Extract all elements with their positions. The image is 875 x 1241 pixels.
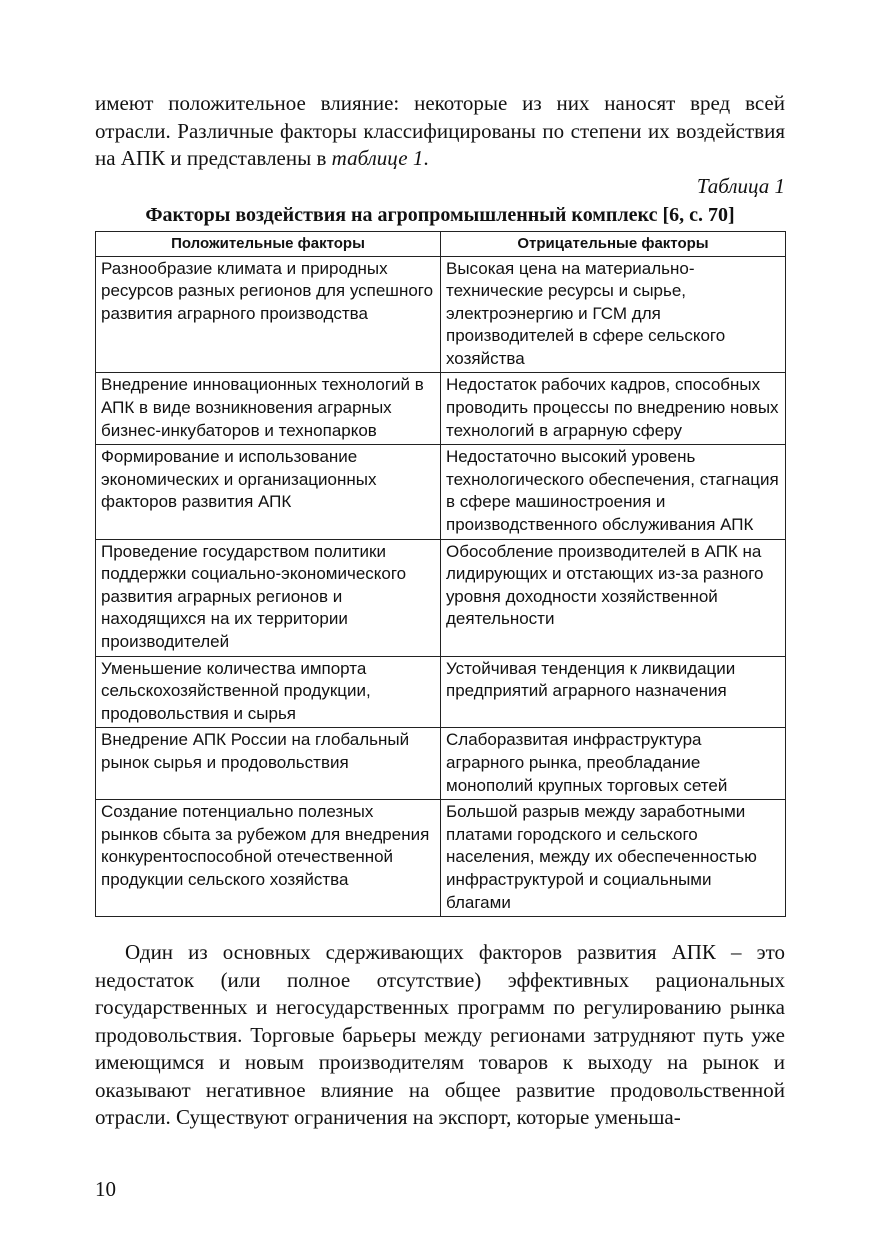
header-negative-factors: Отрицательные факторы bbox=[441, 231, 786, 256]
negative-factor-cell: Устойчивая тенденция к ликвидации предприятий аграрного назначения bbox=[441, 656, 786, 728]
negative-factor-cell: Высокая цена на материально-технические ресурсы и сырье, электроэнергию и ГСМ для производителей в сфере сельского хозяйства bbox=[441, 256, 786, 373]
intro-paragraph bbox=[95, 90, 785, 173]
intro-text-end: . bbox=[423, 146, 429, 170]
factors-table bbox=[95, 231, 786, 918]
table-row bbox=[96, 539, 786, 656]
table-row bbox=[96, 728, 786, 800]
positive-factor-cell: Уменьшение количества импорта сельскохозяйственной продукции, продовольствия и сырья bbox=[96, 656, 441, 728]
table-header-row bbox=[96, 231, 786, 256]
negative-factor-cell: Недостаток рабочих кадров, способных проводить процессы по внедрению новых технологий в аграрную сферу bbox=[441, 373, 786, 445]
positive-factor-cell: Формирование и использование экономических и организационных факторов развития АПК bbox=[96, 445, 441, 539]
positive-factor-cell: Создание потенциально полезных рынков сбыта за рубежом для внедрения конкурентоспособной отечественной продукции сельского хозяйства bbox=[96, 800, 441, 917]
table-row bbox=[96, 800, 786, 917]
table-reference: таблице 1 bbox=[331, 146, 424, 170]
negative-factor-cell: Слаборазвитая инфраструктура аграрного рынка, преобладание монополий крупных торговых сетей bbox=[441, 728, 786, 800]
table-label: Таблица 1 bbox=[696, 173, 785, 198]
table-row bbox=[96, 256, 786, 373]
positive-factor-cell: Внедрение АПК России на глобальный рынок сырья и продовольствия bbox=[96, 728, 441, 800]
table-row bbox=[96, 445, 786, 539]
table-title: Факторы воздействия на агропромышленный комплекс [6, с. 70] bbox=[145, 203, 735, 226]
body-paragraph: Один из основных сдерживающих факторов развития АПК – это недостаток (или полное отсутствие) эффективных рациональных государственных и негосударственных программ по регулированию рынка продовольствия. Торговые барьеры между регионами затрудняют путь уже имеющимся и новым производителям товаров к выходу на рынок и оказывают негативное влияние на общее развитие продовольственной отрасли. Существуют ограничения на экспорт, которые уменьша- bbox=[95, 940, 785, 1130]
positive-factor-cell: Проведение государством политики поддержки социально-экономического развития аграрных регионов и находящихся на их территории производителей bbox=[96, 539, 441, 656]
negative-factor-cell: Обособление производителей в АПК на лидирующих и отстающих из-за разного уровня доходности хозяйственной деятельности bbox=[441, 539, 786, 656]
table-row bbox=[96, 373, 786, 445]
positive-factor-cell: Разнообразие климата и природных ресурсов разных регионов для успешного развития аграрного производства bbox=[96, 256, 441, 373]
intro-text: имеют положительное влияние: некоторые из них наносят вред всей отрасли. Различные факторы классифицированы по степени их воздействия на АПК и представлены в bbox=[95, 91, 785, 170]
negative-factor-cell: Большой разрыв между заработными платами городского и сельского населения, между их обеспеченностью инфраструктурой и социальными благами bbox=[441, 800, 786, 917]
header-positive-factors: Положительные факторы bbox=[96, 231, 441, 256]
page-content bbox=[95, 90, 785, 1132]
negative-factor-cell: Недостаточно высокий уровень технологического обеспечения, стагнация в сфере машиностроения и производственного обслуживания АПК bbox=[441, 445, 786, 539]
positive-factor-cell: Внедрение инновационных технологий в АПК в виде возникновения аграрных бизнес-инкубаторов и технопарков bbox=[96, 373, 441, 445]
table-row bbox=[96, 656, 786, 728]
page-number: 10 bbox=[95, 1177, 116, 1201]
